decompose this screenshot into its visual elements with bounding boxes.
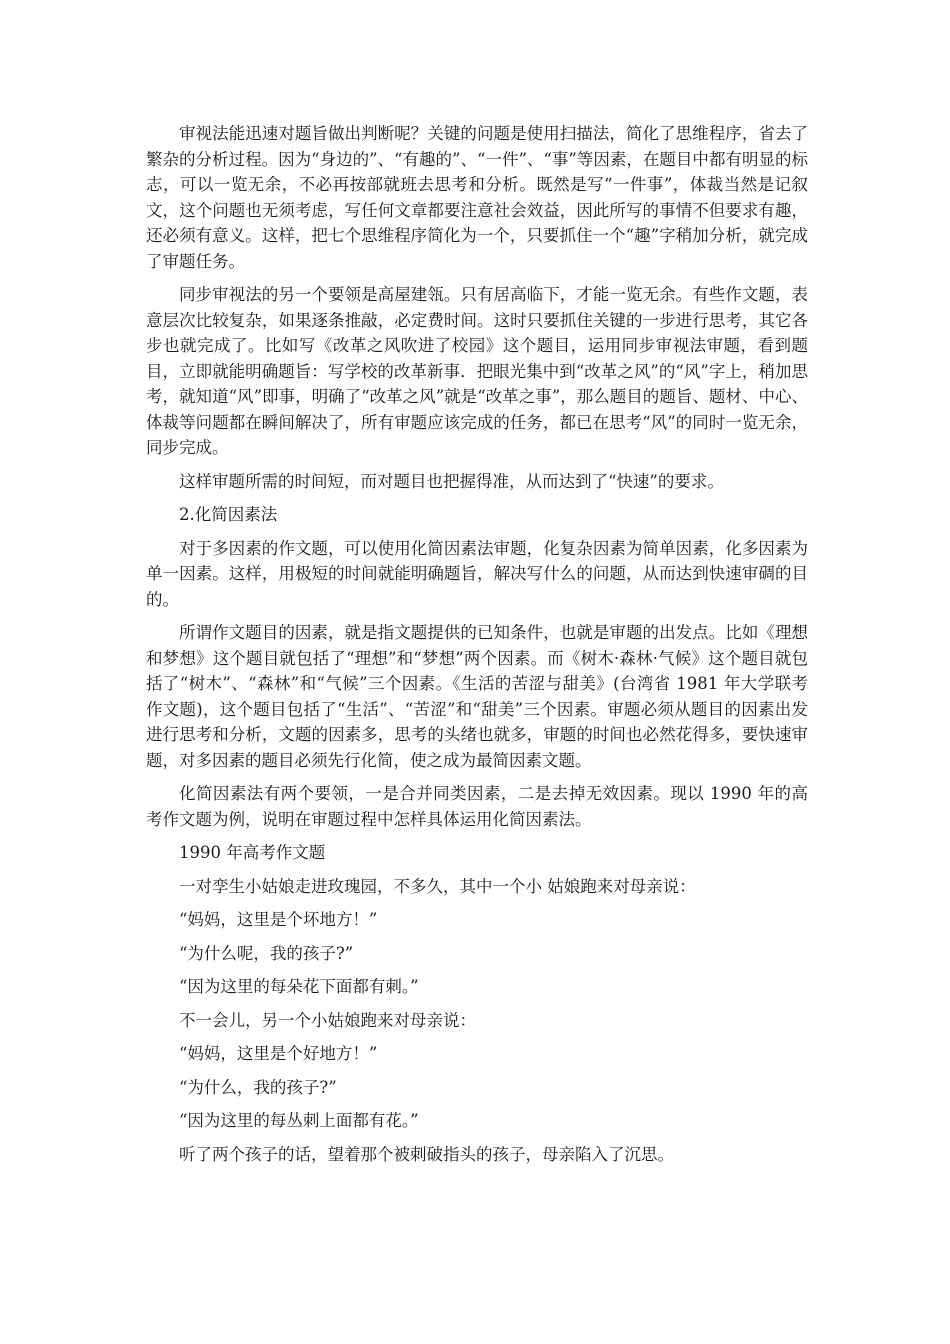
story-line: 不一会儿，另一个小姑娘跑来对母亲说：	[179, 1010, 476, 1030]
paragraph-scan-method: 审视法能迅速对题旨做出判断呢？关键的问题是使用扫描法，简化了思维程序，省去了繁杂的分析过程。因为“身边的”、“有趣的”、“一件”、“事”等因素，在题目中都有明显的标志，可以一览无余，不必再按部就班去思考和分析。既然是写“一件事”，体裁当然是记叙文，这个问题也无须考虑，写任何文章都要注意社会效益，因此所写的事情不但要求有趣，还必须有意义。这样，把七个思维程序简化为一个，只要抓住一个“趣”字稍加分析，就完成了审题任务。	[146, 124, 808, 271]
paragraph-multi-factor: 对于多因素的作文题，可以使用化简因素法审题，化复杂因素为简单因素，化多因素为单一因素。这样，用极短的时间就能明确题旨，解决写什么的问题，从而达到快速审碉的目的。	[146, 538, 808, 609]
paragraph-factor-definition: 所谓作文题目的因素，就是指文题提供的已知条件，也就是审题的出发点。比如《理想和梦想》这个题目就包括了“理想”和“梦想”两个因素。而《树木·森林·气候》这个题目就包括了“树木”、“森林”和“气候”三个因素。《生活的苦涩与甜美》(台湾省 1981 年大学联考作文题)，这个题目包括了“生活”、“苦涩”和“甜美”三个因素。审题必须从题目的因素出发进行思考和分析，文题的因素多，思考的头绪也就多，审题的时间也必然花得多，要快速审题，对多因素的题目必须先行化简，使之成为最简因素文题。	[146, 623, 808, 770]
paragraph-fast-requirement: 这样审题所需的时间短，而对题目也把握得准，从而达到了“快速”的要求。	[179, 471, 724, 491]
story-line: 一对孪生小姑娘走进玫瑰园，不多久，其中一个小 姑娘跑来对母亲说：	[179, 876, 696, 896]
dialogue-line: “因为这里的每朵花下面都有刺。”	[179, 977, 419, 996]
document-body	[146, 121, 808, 1175]
paragraph-synchronous-review: 同步审视法的另一个要领是高屋建瓴。只有居高临下，才能一览无余。有些作文题，表意层次比较复杂，如果逐条推敲，必定费时间。这时只要抓住关键的一步进行思考，其它各步也就完成了。比如写《改革之风吹进了校园》这个题目，运用同步审视法审题，看到题目，立即就能明确题旨：写学校的改革新事．把眼光集中到“改革之风”的“风”字上，稍加思考，就知道“风”即事，明确了“改革之风”就是“改革之事”，那么题目的题旨、题材、中心、体裁等问题都在瞬间解决了，所有审题应该完成的任务，都已在思考“风”的同时一览无余，同步完成。	[146, 285, 808, 457]
section-heading-simplify-factors: 2.化简因素法	[179, 505, 278, 524]
story-line: 听了两个孩子的话，望着那个被刺破指头的孩子，母亲陷入了沉思。	[179, 1144, 674, 1164]
dialogue-line: “为什么，我的孩子?”	[179, 1077, 337, 1097]
dialogue-line: “为什么呢，我的孩子?”	[179, 943, 354, 963]
exam-title-line: 1990 年高考作文题	[179, 843, 326, 862]
dialogue-line: “因为这里的每丛刺上面都有花。”	[179, 1111, 419, 1130]
dialogue-line: “妈妈，这里是个好地方！”	[179, 1044, 378, 1063]
dialogue-line: “妈妈，这里是个坏地方！”	[179, 910, 378, 929]
paragraph-two-essentials: 化简因素法有两个要领，一是合并同类因素，二是去掉无效因素。现以 1990 年的高考作文题为例，说明在审题过程中怎样具体运用化简因素法。	[146, 784, 808, 829]
